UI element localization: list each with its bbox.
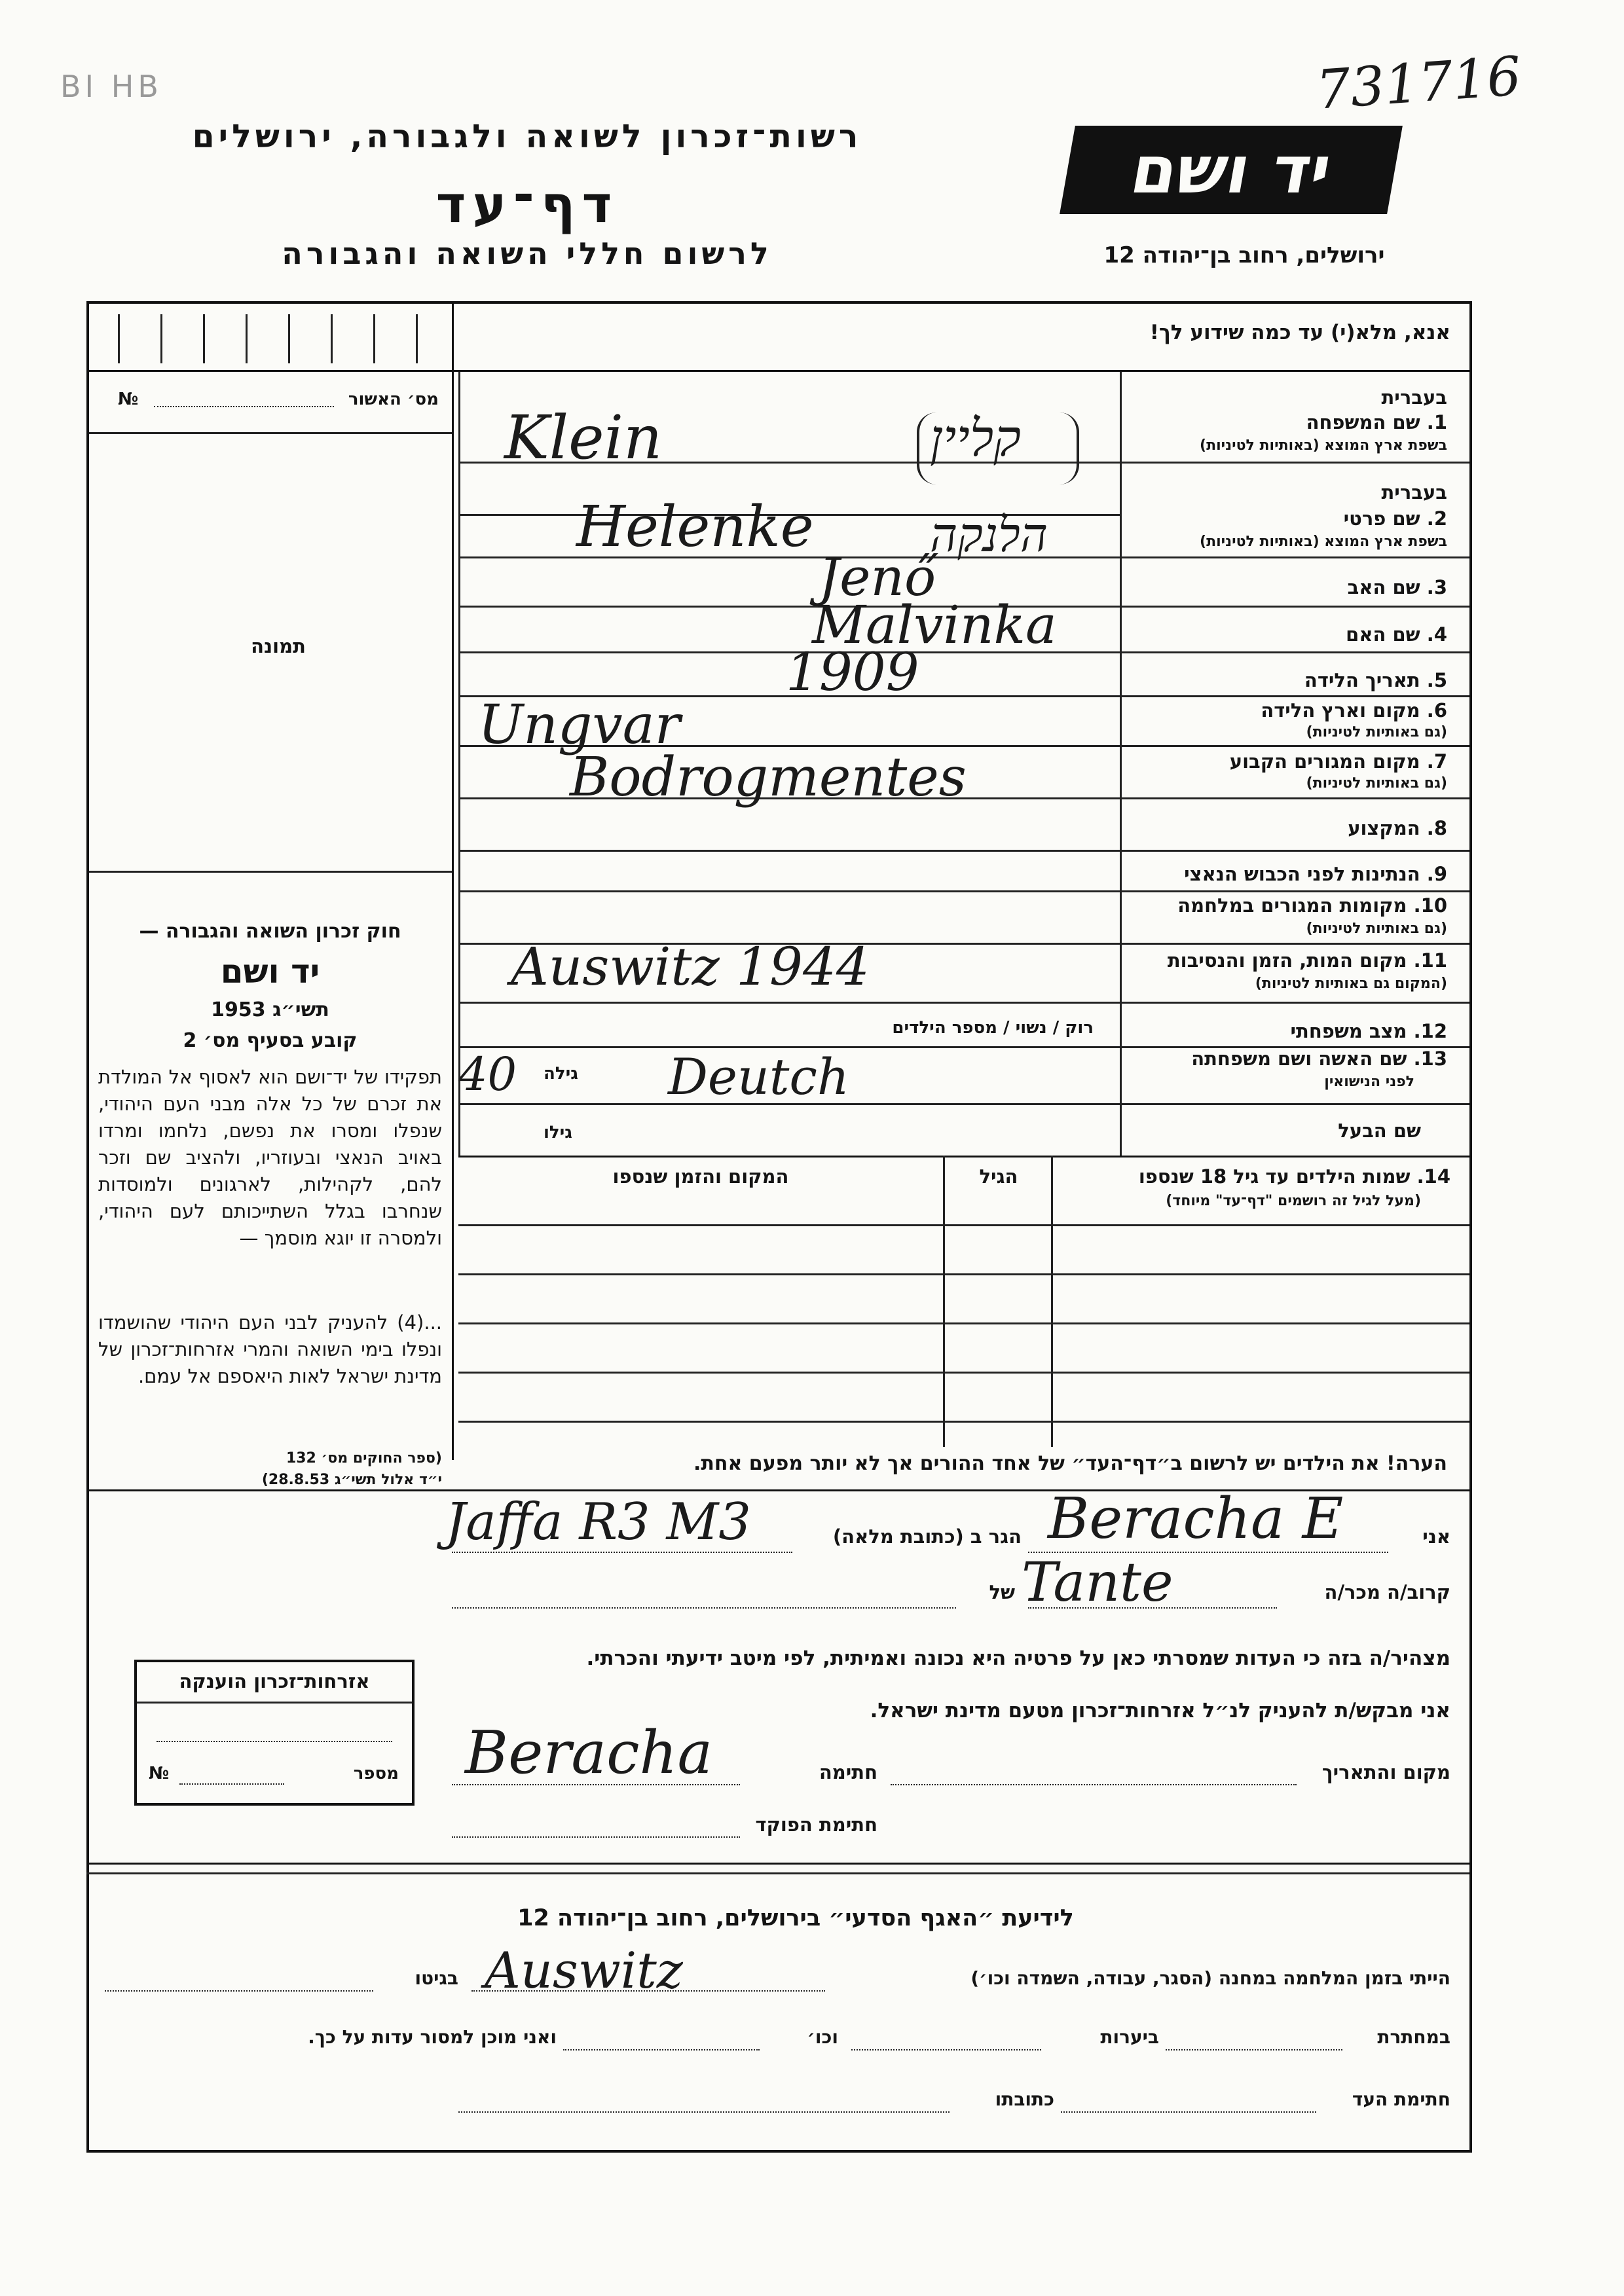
- children-label: 14. שמות הילדים עד גיל 18 שנספו: [1138, 1165, 1450, 1188]
- husband-label: שם הבעל: [1338, 1120, 1421, 1142]
- field-2-tag: בעברית: [1381, 481, 1447, 503]
- children-note: הערה! את הילדים יש לרשום ב״דף־העד״ של אחד ההורים אך לא יותר מפעם אחת.: [693, 1452, 1447, 1475]
- declarant-resident-label: הגר ב (כתובת מלאה): [832, 1525, 1022, 1548]
- field-10-label: 10. מקומות המגורים במלחמה: [1177, 894, 1447, 917]
- relation-value: Tante: [1022, 1552, 1173, 1614]
- surname-value: Klein: [504, 403, 663, 473]
- address: ירושלים, רחוב בן־יהודה 12: [1103, 242, 1385, 268]
- approval-number-symbol: №: [118, 390, 139, 409]
- camp-line: הייתי בזמן המלחמה במחנה (הסגר, עבודה, השמדה וכו׳): [970, 1967, 1450, 1989]
- officer-signature-label: חתימת הפוקד: [755, 1813, 877, 1836]
- field-3-label: 3. שם האב: [1347, 576, 1447, 598]
- law-text: תפקידו של יד־ושם הוא לאסוף אל המולדת את זכרם של כל אלה מבני העם היהודי, שנפלו ומסרו את נפשם, נלחמו ומרדו באויב הנאצי ובעוזריו, ולהציב שם וזכר להם, לקהילות, לארגונים ולמוסדות שנחרבו בגלל השתייכותם לעם היהודי, ולמסרה זו יוגא מוסמך —: [98, 1066, 442, 1249]
- birth-date-value: 1909: [786, 642, 919, 702]
- given-name-hebrew-value: הלנקה: [930, 507, 1048, 562]
- surname-bracket: [917, 412, 1079, 484]
- law-clause: קובע בסעיף מס׳ 2: [183, 1029, 358, 1052]
- children-age-header: הגיל: [979, 1165, 1018, 1188]
- declarant-address: Jaffa R3 M3: [445, 1493, 751, 1552]
- field-7-hint: (גם באותיות לטיניות): [1306, 775, 1447, 792]
- approval-number-label: מס׳ האשור: [348, 390, 439, 409]
- field-1-label: 1. שם המשפחה: [1306, 411, 1447, 433]
- children-hint: (מעל לגיל זה רושמים "דף־עד" מיוחד): [1166, 1193, 1421, 1209]
- field-5-label: 5. תאריך הלידה: [1304, 669, 1447, 691]
- form-title: דף־עד: [435, 175, 619, 234]
- field-11-hint: (המקום גם באותיות לטיניות): [1255, 975, 1447, 992]
- residence-value: Bodrogmentes: [570, 746, 967, 809]
- law-year: תשי״ג 1953: [211, 998, 329, 1021]
- authority-title: רשות־זכרון לשואה ולגבורה, ירושלים: [192, 118, 862, 155]
- ghetto-label: בגיטו: [415, 1967, 458, 1989]
- memorial-box-symbol: №: [149, 1764, 170, 1783]
- instruction: אנא, מלא(י) עד כמה שידוע לך!: [1149, 321, 1450, 344]
- memorial-box-title: אזרחות־זכרון הוענקה: [179, 1670, 370, 1692]
- marital-status-hint: רוק / נשוי / מספר הילדים: [892, 1018, 1094, 1038]
- signature-label: חתימה: [819, 1761, 877, 1783]
- law-name: יד ושם: [220, 953, 320, 991]
- field-11-label: 11. מקום המות, הזמן והנסיבות: [1167, 949, 1447, 972]
- birth-place-value: Ungvar: [478, 694, 680, 756]
- mother-name-value: Malvinka: [812, 594, 1057, 655]
- underground-label: במחתרת: [1377, 2026, 1450, 2048]
- witness-signature-label: חתימת העד: [1352, 2088, 1450, 2110]
- wife-age-value: 40: [458, 1048, 517, 1101]
- yad-vashem-logo: יד ושם: [1060, 126, 1403, 214]
- law-reference-2: י״ד אלול תשי״ג 28.8.53): [261, 1472, 442, 1488]
- field-6-label: 6. מקום וארץ הלידה: [1261, 699, 1447, 721]
- photo-label: תמונה: [251, 635, 306, 657]
- witness-address-label: כתובתו: [995, 2088, 1054, 2110]
- field-12-label: 12. מצב משפחתי: [1290, 1020, 1447, 1042]
- ready-label: ואני מוכן למסור עדות על כך.: [308, 2026, 557, 2048]
- request-text: אני מבקש/ת להעניק לנ״ל אזרחות־זכרון מטעם מדינת ישראל.: [870, 1699, 1450, 1722]
- field-4-label: 4. שם האם: [1346, 623, 1447, 646]
- field-6-hint: (גם באותיות לטיניות): [1306, 724, 1447, 740]
- declaration-text: מצהיר/ה בזה כי העדות שמסרתי כאן על פרטיה היא נכונה ואמיתית, לפי מיטב ידיעתי והכרתי.: [586, 1647, 1450, 1670]
- archive-number: 731716: [1314, 45, 1523, 122]
- field-13-hint: לפני הנישואין: [1324, 1074, 1414, 1090]
- declarant-name: Beracha E: [1048, 1486, 1344, 1552]
- death-place-value: Auswitz 1944: [511, 936, 870, 997]
- field-8-label: 8. המקצוע: [1348, 817, 1447, 839]
- field-9-label: 9. הנתינות לפני הכבוש הנאצי: [1184, 863, 1447, 885]
- field-2-label: 2. שם פרטי: [1343, 507, 1447, 530]
- law-title: חוק זכרון השואה והגבורה —: [139, 920, 401, 943]
- given-name-value: Helenke: [576, 494, 814, 560]
- memorial-citizenship-box: [134, 1660, 415, 1806]
- of-label: של: [989, 1581, 1015, 1603]
- etc-label: וכו׳: [807, 2026, 838, 2048]
- field-2-hint: בשפת ארץ המוצא (באותיות לטיניות): [1200, 534, 1447, 550]
- declarant-signature: Beracha: [465, 1719, 713, 1787]
- field-1-hint: בשפת ארץ המוצא (באותיות לטיניות): [1200, 437, 1447, 454]
- corner-mark: ВІ НВ: [60, 69, 162, 104]
- children-place-header: המקום והזמן שנספו: [612, 1165, 789, 1188]
- approval-number-boxes: [92, 308, 449, 367]
- father-name-value: Jenő: [819, 547, 936, 608]
- camp-value: Auswitz: [485, 1941, 683, 1999]
- field-10-hint: (גם באותיות לטיניות): [1306, 920, 1447, 937]
- form-subtitle: לרשום חללי השואה והגבורה: [282, 236, 773, 271]
- law-reference-1: (ספר החוקים מס׳ 132: [286, 1450, 442, 1467]
- law-text-2: ...(4) להעניק לבני העם היהודי שהושמדו ונפלו בימי השואה והמרי אזרחות־זכרון של מדינת ישראל לאות היאספם אל עמם.: [98, 1311, 442, 1387]
- relative-label: קרוב/ה מכר/ה: [1324, 1581, 1450, 1603]
- field-7-label: 7. מקום המגורים הקבוע: [1229, 750, 1447, 773]
- field-13-label: 13. שם האשה ושם משפחתה: [1191, 1048, 1447, 1070]
- wife-name-value: Deutch: [668, 1048, 849, 1106]
- husband-age-label: גילו: [544, 1123, 572, 1142]
- forests-label: ביערות: [1100, 2026, 1159, 2048]
- memorial-box-number: מספר: [353, 1764, 399, 1783]
- field-1-tag: בעברית: [1381, 386, 1447, 409]
- declarant-i-label: אני: [1422, 1525, 1450, 1548]
- place-date-label: מקום והתאריך: [1321, 1761, 1450, 1783]
- wife-age-label: גילה: [544, 1064, 578, 1084]
- footer-title: לידיעת ״האגף הסדעי״ בירושלים, רחוב בן־יהודה 12: [517, 1905, 1074, 1931]
- surname-hebrew-value: קליין: [930, 409, 1022, 468]
